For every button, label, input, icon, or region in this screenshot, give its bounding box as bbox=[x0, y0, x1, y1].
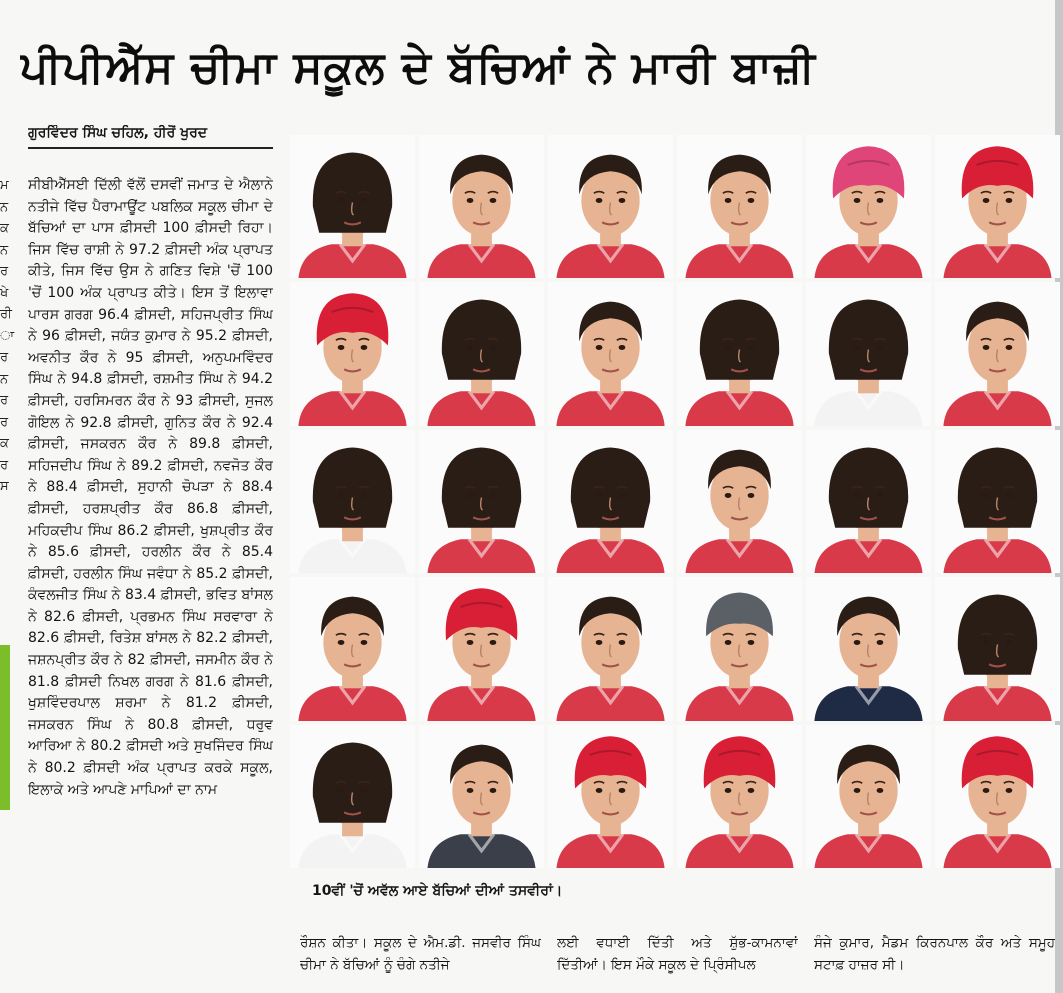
student-photo bbox=[677, 430, 802, 573]
student-photo bbox=[419, 135, 544, 278]
edge-glyph: ਰੀ bbox=[0, 307, 12, 322]
student-photo-grid bbox=[290, 135, 1060, 868]
article-body: ਸੀਬੀਐੱਸਈ ਦਿੱਲੀ ਵੱਲੋਂ ਦਸਵੀਂ ਜਮਾਤ ਦੇ ਐਲਾਨੇ ਨਤੀਜੇ ਵਿੱਚ ਪੈਰਾਮਾਊਂਟ ਪਬਲਿਕ ਸਕੂਲ ਚੀਮਾ ਦੇ ਬੱਚਿਆਂ ਦਾ ਪਾਸ ਫ਼ੀਸਦੀ 100 ਫ਼ੀਸਦੀ ਰਿਹਾ। ਜਿਸ ਵਿੱਚ ਰਾਸ਼ੀ ਨੇ 97.2 ਫ਼ੀਸਦੀ ਅੰਕ ਪ੍ਰਾਪਤ ਕੀਤੇ, ਜਿਸ ਵਿੱਚ ਉਸ ਨੇ ਗਣਿਤ ਵਿਸ਼ੇ 'ਚੋਂ 100 'ਚੋਂ 100 ਅੰਕ ਪ੍ਰਾਪਤ ਕੀਤੇ। ਇਸ ਤੋਂ ਇਲਾਵਾ ਪਾਰਸ ਗਰਗ 96.4 ਫ਼ੀਸਦੀ, ਸਹਿਜਪ੍ਰੀਤ ਸਿੰਘ ਨੇ 96 ਫ਼ੀਸਦੀ, ਜਯੰਤ ਕੁਮਾਰ ਨੇ 95.2 ਫ਼ੀਸਦੀ, ਅਵਨੀਤ ਕੌਰ ਨੇ 95 ਫ਼ੀਸਦੀ, ਅਨੁਪਮਵਿੰਦਰ ਸਿੰਘ ਨੇ 94.8 ਫ਼ੀਸਦੀ, ਰਸ਼ਮੀਤ ਸਿੰਘ ਨੇ 94.2 ਫ਼ੀਸਦੀ, ਹਰਸਿਮਰਨ ਕੌਰ ਨੇ 93 ਫ਼ੀਸਦੀ, ਸੁਜਲ ਗੋਇਲ ਨੇ 92.8 ਫ਼ੀਸਦੀ, ਗੁਨਿਤ ਕੌਰ ਨੇ 92.4 ਫ਼ੀਸਦੀ, ਜਸਕਰਨ ਕੌਰ ਨੇ 89.8 ਫ਼ੀਸਦੀ, ਸਹਿਜਦੀਪ ਸਿੰਘ ਨੇ 89.2 ਫ਼ੀਸਦੀ, ਨਵਜੋਤ ਕੌਰ ਨੇ 88.4 ਫ਼ੀਸਦੀ, ਸੁਹਾਨੀ ਚੋਪੜਾ ਨੇ 88.4 ਫ਼ੀਸਦੀ, ਹਰਸ਼ਪ੍ਰੀਤ ਕੌਰ 86.8 ਫ਼ੀਸਦੀ, ਮਹਿਕਦੀਪ ਸਿੰਘ 86.2 ਫ਼ੀਸਦੀ, ਖੁਸ਼ਪ੍ਰੀਤ ਕੌਰ ਨੇ 85.6 ਫ਼ੀਸਦੀ, ਹਰਲੀਨ ਕੌਰ ਨੇ 85.4 ਫ਼ੀਸਦੀ, ਹਰਲੀਨ ਸਿੰਘ ਜਵੰਧਾ ਨੇ 85.2 ਫ਼ੀਸਦੀ, ਕੰਵਲਜੀਤ ਸਿੰਘ ਨੇ 83.4 ਫ਼ੀਸਦੀ, ਭਵਿਤ ਬਾਂਸਲ ਨੇ 82.6 ਫ਼ੀਸਦੀ, ਪ੍ਰਭਮਨ ਸਿੰਘ ਸਰਵਾਰਾ ਨੇ 82.6 ਫ਼ੀਸਦੀ, ਰਿਤੇਸ਼ ਬਾਂਸਲ ਨੇ 82.2 ਫ਼ੀਸਦੀ, ਜਸ਼ਨਪ੍ਰੀਤ ਕੌਰ ਨੇ 82 ਫ਼ੀਸਦੀ, ਜਸਮੀਨ ਕੌਰ ਨੇ 81.8 ਫ਼ੀਸਦੀ ਨਿਖਲ ਗਰਗ ਨੇ 81.6 ਫ਼ੀਸਦੀ, ਖੁਸ਼ਵਿੰਦਰਪਾਲ ਸ਼ਰਮਾ ਨੇ 81.2 ਫ਼ੀਸਦੀ, ਜਸਕਰਨ ਸਿੰਘ ਨੇ 80.8 ਫ਼ੀਸਦੀ, ਧਰੁਵ ਆਰਿਆ ਨੇ 80.2 ਫ਼ੀਸਦੀ ਅਤੇ ਸੁਖਜਿੰਦਰ ਸਿੰਘ ਨੇ 80.2 ਫ਼ੀਸਦੀ ਅੰਕ ਪ੍ਰਾਪਤ ਕਰਕੇ ਸਕੂਲ, ਇਲਾਕੇ ਅਤੇ ਆਪਣੇ ਮਾਪਿਆਂ ਦਾ ਨਾਮ bbox=[28, 177, 273, 798]
edge-glyph: ਰ bbox=[0, 393, 9, 408]
student-photo bbox=[548, 725, 673, 868]
student-photo bbox=[419, 430, 544, 573]
portrait-illustration bbox=[548, 725, 673, 868]
edge-glyph: ਰ bbox=[0, 457, 9, 473]
continuation-col-2: ਲਈ ਵਧਾਈ ਦਿੱਤੀ ਅਤੇ ਸ਼ੁੱਭ-ਕਾਮਨਾਵਾਂ ਦਿੱਤੀਆਂ। ਇਸ ਮੌਕੇ ਸਕੂਲ ਦੇ ਪ੍ਰਿੰਸੀਪਲ bbox=[557, 935, 798, 973]
edge-glyph: ਖੇ bbox=[0, 285, 9, 301]
student-photo bbox=[419, 282, 544, 425]
portrait-illustration bbox=[935, 577, 1060, 720]
edge-glyph: ਾ bbox=[0, 328, 15, 344]
continuation-col-1: ਰੌਸ਼ਨ ਕੀਤਾ। ਸਕੂਲ ਦੇ ਐਮ.ਡੀ. ਜਸਵੀਰ ਸਿੰਘ ਚੀਮਾ ਨੇ ਬੱਚਿਆਂ ਨੂੰ ਚੰਗੇ ਨਤੀਜੇ bbox=[300, 935, 541, 973]
portrait-illustration bbox=[419, 135, 544, 278]
student-photo bbox=[806, 430, 931, 573]
edge-glyph: ਸ bbox=[0, 479, 9, 494]
student-photo bbox=[935, 725, 1060, 868]
portrait-illustration bbox=[935, 135, 1060, 278]
student-photo bbox=[290, 282, 415, 425]
portrait-illustration bbox=[935, 430, 1060, 573]
portrait-illustration bbox=[935, 725, 1060, 868]
edge-glyph: ਕ bbox=[0, 221, 9, 236]
portrait-illustration bbox=[290, 430, 415, 573]
student-photo bbox=[290, 725, 415, 868]
student-photo bbox=[677, 135, 802, 278]
student-photo bbox=[290, 577, 415, 720]
student-photo bbox=[419, 577, 544, 720]
photo-caption: 10ਵੀਂ 'ਚੋਂ ਅਵੱਲ ਆਏ ਬੱਚਿਆਂ ਦੀਆਂ ਤਸਵੀਰਾਂ। bbox=[312, 883, 563, 899]
student-photo bbox=[677, 725, 802, 868]
edge-glyph: ਨ bbox=[0, 371, 9, 387]
student-photo bbox=[935, 577, 1060, 720]
student-photo bbox=[677, 577, 802, 720]
green-ad-strip bbox=[0, 645, 10, 810]
portrait-illustration bbox=[677, 282, 802, 425]
student-photo bbox=[806, 282, 931, 425]
student-photo bbox=[548, 577, 673, 720]
portrait-illustration bbox=[290, 577, 415, 720]
student-photo bbox=[548, 282, 673, 425]
portrait-illustration bbox=[548, 135, 673, 278]
edge-glyph: ਕ bbox=[0, 436, 9, 451]
continuation-col-3: ਸੰਜੇ ਕੁਮਾਰ, ਮੈਡਮ ਕਿਰਨਪਾਲ ਕੌਰ ਅਤੇ ਸਮੂਹ ਸਟਾਫ਼ ਹਾਜ਼ਰ ਸੀ। bbox=[814, 935, 1055, 973]
edge-glyph: ਰ bbox=[0, 414, 9, 430]
edge-glyph: ਨ bbox=[0, 242, 9, 258]
student-photo bbox=[935, 135, 1060, 278]
edge-glyph: ਨ bbox=[0, 199, 9, 215]
portrait-illustration bbox=[419, 282, 544, 425]
student-photo bbox=[935, 430, 1060, 573]
previous-article-edge bbox=[0, 175, 18, 975]
portrait-illustration bbox=[806, 282, 931, 425]
portrait-illustration bbox=[419, 725, 544, 868]
edge-glyph: ਰ bbox=[0, 350, 9, 365]
portrait-illustration bbox=[677, 725, 802, 868]
portrait-illustration bbox=[419, 577, 544, 720]
portrait-illustration bbox=[290, 135, 415, 278]
student-photo bbox=[806, 725, 931, 868]
portrait-illustration bbox=[806, 135, 931, 278]
portrait-illustration bbox=[419, 430, 544, 573]
portrait-illustration bbox=[806, 430, 931, 573]
edge-glyph: ਮ bbox=[0, 178, 9, 193]
student-photo bbox=[806, 577, 931, 720]
portrait-illustration bbox=[806, 725, 931, 868]
portrait-illustration bbox=[806, 577, 931, 720]
student-photo bbox=[290, 135, 415, 278]
portrait-illustration bbox=[935, 282, 1060, 425]
portrait-illustration bbox=[290, 282, 415, 425]
portrait-illustration bbox=[677, 430, 802, 573]
portrait-illustration bbox=[548, 282, 673, 425]
headline: ਪੀਪੀਐੱਸ ਚੀਮਾ ਸਕੂਲ ਦੇ ਬੱਚਿਆਂ ਨੇ ਮਾਰੀ ਬਾਜ਼ੀ bbox=[20, 42, 816, 93]
student-photo bbox=[677, 282, 802, 425]
portrait-illustration bbox=[548, 430, 673, 573]
student-photo bbox=[548, 430, 673, 573]
student-photo bbox=[548, 135, 673, 278]
portrait-illustration bbox=[677, 135, 802, 278]
byline: ਗੁਰਵਿੰਦਰ ਸਿੰਘ ਚਹਿਲ, ਹੀਰੋਂ ਖੁਰਦ bbox=[28, 125, 273, 149]
student-photo bbox=[419, 725, 544, 868]
student-photo bbox=[290, 430, 415, 573]
student-photo bbox=[935, 282, 1060, 425]
article-continuation bbox=[300, 932, 1055, 987]
student-photo bbox=[806, 135, 931, 278]
portrait-illustration bbox=[290, 725, 415, 868]
edge-glyph: ਰ bbox=[0, 264, 9, 279]
portrait-illustration bbox=[548, 577, 673, 720]
portrait-illustration bbox=[677, 577, 802, 720]
